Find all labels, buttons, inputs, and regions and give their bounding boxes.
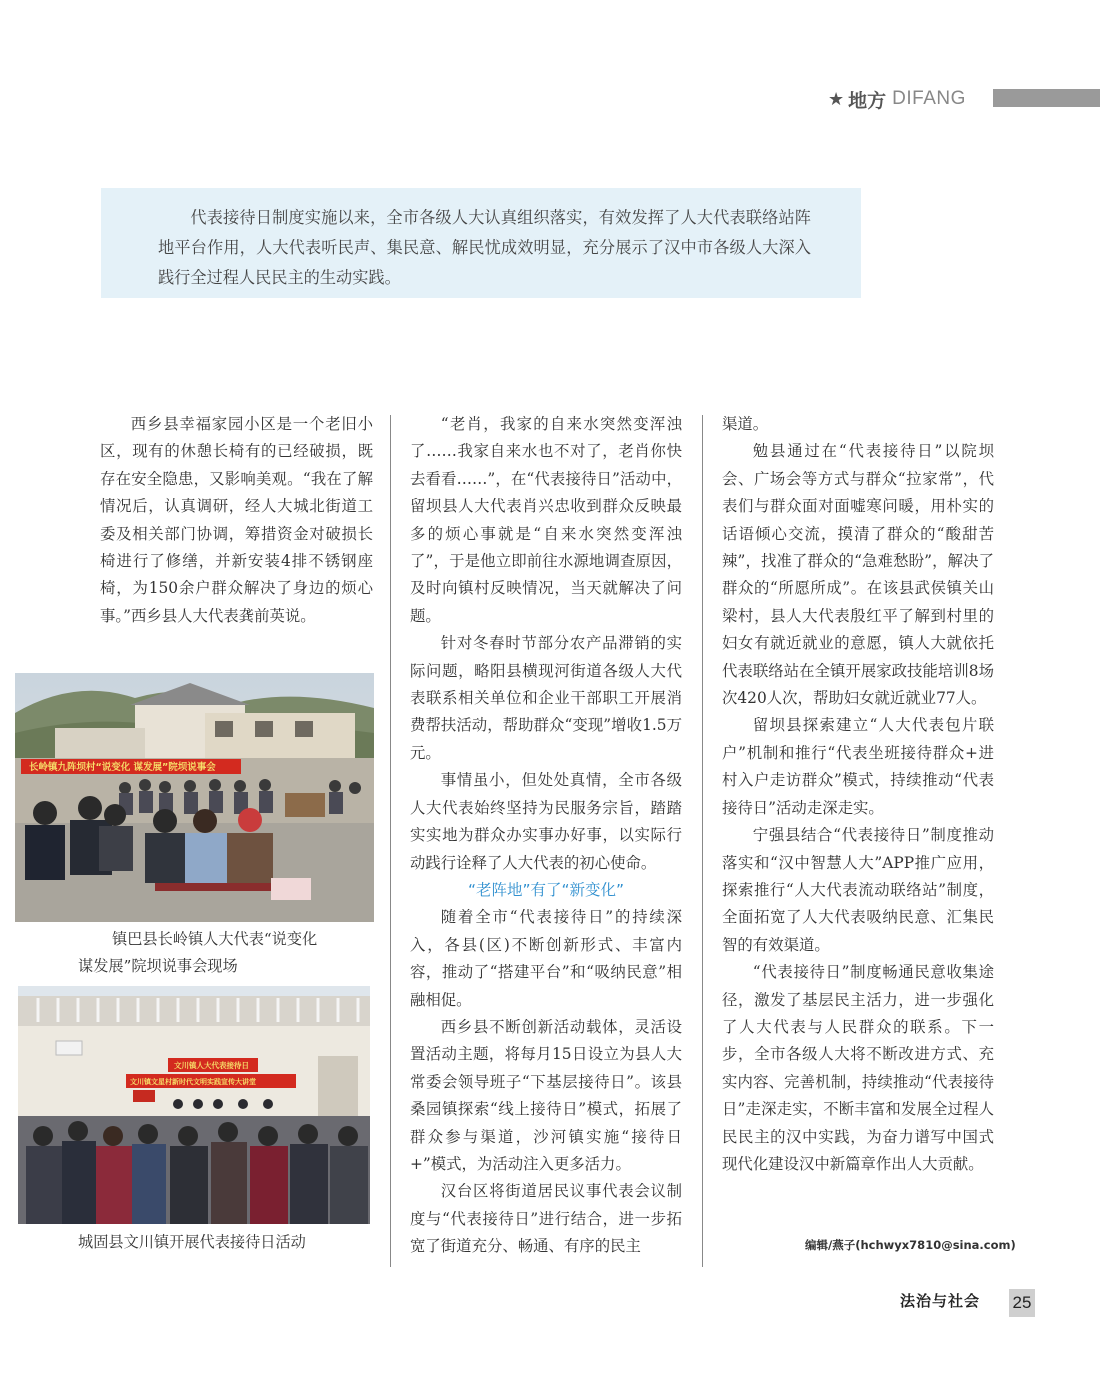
editor-credit: 编辑/燕子(hchwyx7810@sina.com) [805,1238,1016,1252]
paragraph: 西乡县不断创新活动载体，灵活设置活动主题，将每月15日设立为县人大常委会领导班子“下基层接待日”。该县桑园镇探索“线上接待日”模式，拓展了群众参与渠道，沙河镇实施“接待日+”模式，为活动注入更多活力。 [410,1017,682,1173]
subheading: “老阵地”有了“新变化” [467,880,625,899]
caption-line: 镇巴县长岭镇人大代表“说变化 [112,930,318,948]
caption-line: 谋发展”院坝说事会现场 [78,957,238,975]
photo-banner-text: 文川镇人大代表接待日 [174,1061,249,1070]
paragraph: 留坝县探索建立“人大代表包片联户”机制和推行“代表坐班接待群众+进村入户走访群众”模式，持续推动“代表接待日”活动走深走实。 [722,716,994,817]
section-header-bar [993,89,1100,107]
paragraph: 勉县通过在“代表接待日”以院坝会、广场会等方式与群众“拉家常”，代表们与群众面对面嘘寒问暖，用朴实的话语倾心交流，摸清了群众的“酸甜苦辣”，找准了群众的“急难愁盼”，解决了群众的“所愿所成”。在该县武侯镇关山梁村，县人大代表殷红平了解到村里的妇女有就近就业的意愿，镇人大就依托代表联络站在全镇开展家政技能培训8场次420人次，帮助妇女就近就业77人。 [722,442,994,708]
section-title-en: DIFANG [892,88,966,109]
paragraph: 宁强县结合“代表接待日”制度推动落实和“汉中智慧人大”APP推广应用，探索推行“人大代表流动联络站”制度，全面拓宽了人大代表吸纳民意、汇集民智的有效渠道。 [722,826,994,954]
photo-changling-meeting [15,673,374,922]
paragraph: 针对冬春时节部分农产品滞销的实际问题，略阳县横现河街道各级人大代表联系相关单位和企业干部职工开展消费帮扶活动，帮助群众“变现”增收1.5万元。 [410,634,682,762]
section-title-cn: 地方 [848,89,887,112]
paragraph: 西乡县幸福家园小区是一个老旧小区，现有的休憩长椅有的已经破损，既存在安全隐患，又影响美观。“我在了解情况后，认真调研，经人大城北街道工委及相关部门协调，筹措资金对破损长椅进行了修缮，并新安装4排不锈钢座椅，为150余户群众解决了身边的烦心事。”西乡县人大代表龚前英说。 [100,415,373,625]
paragraph: 事情虽小，但处处真情，全市各级人大代表始终坚持为民服务宗旨，踏踏实实地为群众办实事办好事，以实际行动践行诠释了人大代表的初心使命。 [410,771,682,872]
paragraph: “老肖，我家的自来水突然变浑浊了……我家自来水也不对了，老肖你快去看看……”，在“代表接待日”活动中，留坝县人大代表肖兴忠收到群众反映最多的烦心事就是“自来水突然变浑浊了”，于是他立即前往水源地调查原因，及时向镇村反映情况，当天就解决了问题。 [410,415,682,625]
column-divider [390,415,391,1267]
article-column-1 [100,411,373,630]
paragraph: 随着全市“代表接待日”的持续深入，各县(区)不断创新形式、丰富内容，推动了“搭建平台”和“吸纳民意”相融相促。 [410,908,682,1009]
photo-caption-2: 城固县文川镇开展代表接待日活动 [78,1233,306,1251]
photo-wenchuan-reception [18,986,370,1224]
photo-caption-1 [78,926,368,980]
intro-text: 代表接待日制度实施以来，全市各级人大认真组织落实，有效发挥了人大代表联络站阵地平台作用，人大代表听民声、集民意、解民忧成效明显，充分展示了汉中市各级人大深入践行全过程人民民主的生动实践。 [158,208,811,287]
magazine-title: 法治与社会 [900,1292,981,1310]
column-divider [702,415,703,1267]
photo-banner-text: 文川镇文星村新时代文明实践宣传大讲堂 [130,1078,256,1086]
article-column-3 [722,411,994,1178]
paragraph: “代表接待日”制度畅通民意收集途径，激发了基层民主活力，进一步强化了人大代表与人民群众的联系。下一步，全市各级人大将不断改进方式、充实内容、完善机制，持续推动“代表接待日”走深走实，不断丰富和发展全过程人民民主的汉中实践，为奋力谱写中国式现代化建设汉中新篇章作出人大贡献。 [722,963,994,1173]
paragraph: 汉台区将街道居民议事代表会议制度与“代表接待日”进行结合，进一步拓宽了街道充分、畅通、有序的民主 [410,1182,682,1256]
photo-banner-text: 长岭镇九阵坝村“说变化 谋发展”院坝说事会 [29,762,216,773]
page-number: 25 [1009,1289,1035,1317]
article-column-2 [410,411,682,1261]
paragraph: 渠道。 [722,415,769,433]
star-icon: ★ [828,88,845,110]
intro-box [101,188,861,298]
section-header [828,86,966,112]
